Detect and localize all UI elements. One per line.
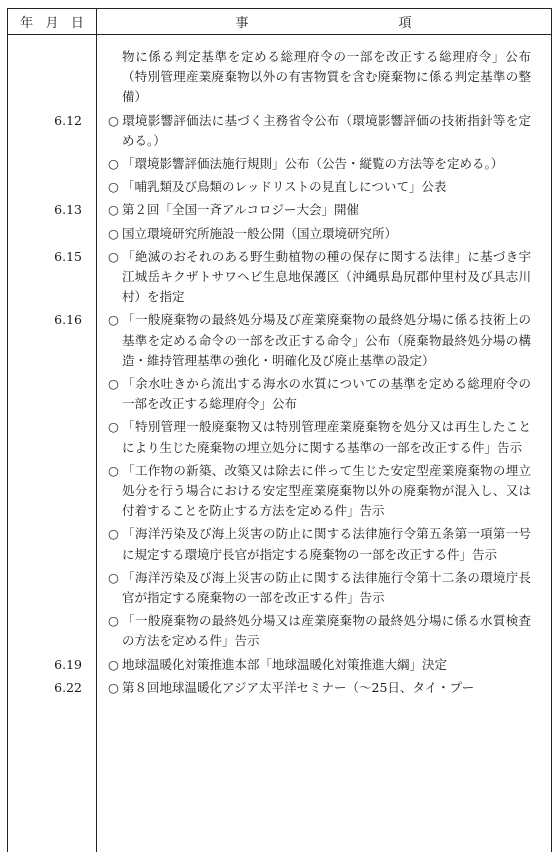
header-month: 月 [45, 16, 59, 31]
bullet-mark: ○ [108, 419, 119, 435]
event-text: 第２回「全国一斉アルコロジー大会」開催 [122, 202, 360, 218]
row-date: 6.15 [54, 248, 82, 264]
row-date: 6.13 [54, 202, 82, 218]
bullet-mark: ○ [108, 569, 119, 585]
event-header [96, 9, 551, 34]
table-header [8, 9, 551, 35]
bullet-mark: ○ [108, 526, 119, 542]
row-date: 6.12 [54, 112, 82, 128]
bullet-mark: ○ [108, 156, 119, 172]
header-year: 年 [20, 16, 34, 31]
bullet-mark: ○ [108, 112, 119, 128]
bullet-mark: ○ [108, 656, 119, 672]
bullet-mark: ○ [108, 613, 119, 629]
event-item [108, 655, 531, 675]
table-row [8, 310, 551, 654]
event-item [108, 524, 531, 564]
event-text: 「特別管理一般廃棄物又は特別管理産業廃棄物を処分又は再生したことにより生じた廃棄物の埋立処分に関する基準の一部を改正する件」告示 [122, 419, 531, 455]
event-item [108, 247, 531, 308]
event-text: 「一般廃棄物の最終処分場及び産業廃棄物の最終処分場に係る技術上の基準を定める命令の一部を改正する命令」公布（廃棄物最終処分場の構造・維持管理基準の強化・明確化及び廃止基準の設定） [122, 312, 531, 368]
header-day: 日 [70, 16, 84, 31]
row-date [8, 47, 96, 111]
table-row [8, 655, 551, 678]
event-item [108, 461, 531, 522]
header-event-b: 項 [398, 16, 412, 31]
table-row [8, 47, 551, 111]
event-item [108, 111, 531, 151]
event-item [108, 310, 531, 371]
event-text: 「絶滅のおそれのある野生動植物の種の保存に関する法律」に基づき宇江城岳キクザトサワヘビ生息地保護区（沖縄県島尻郡仲里村及び具志川村）を指定 [122, 248, 531, 305]
event-item [108, 200, 531, 220]
event-text: 物に係る判定基準を定める総理府令の一部を改正する総理府令」公布（特別管理産業廃棄物以外の有害物質を含む廃棄物に係る判定基準の整備） [122, 49, 531, 105]
event-item [108, 177, 531, 197]
chronology-table [7, 8, 552, 852]
table-row [8, 200, 551, 246]
event-item [108, 47, 531, 108]
event-text: 「工作物の新築、改築又は除去に伴って生じた安定型産業廃棄物の埋立処分を行う場合における安定型産業廃棄物以外の廃棄物が混入し、又は付着することを防止する方法を定める件」告示 [122, 462, 531, 519]
row-items [96, 247, 531, 311]
event-item [108, 154, 531, 174]
row-items [96, 310, 531, 654]
bullet-mark: ○ [108, 376, 119, 392]
bullet-mark: ○ [108, 462, 119, 478]
event-text: 「哺乳類及び鳥類のレッドリストの見直しについて」公表 [122, 179, 447, 195]
table-row [8, 247, 551, 311]
event-item [108, 568, 531, 608]
bullet-mark: ○ [108, 312, 119, 328]
event-text: 「環境影響評価法施行規則」公布（公告・縦覧の方法等を定める。） [122, 156, 504, 172]
event-text: 「海洋汚染及び海上災害の防止に関する法律施行令第十二条の環境庁長官が指定する廃棄物の一部を改正する件」告示 [122, 569, 531, 606]
bullet-mark: ○ [108, 225, 119, 241]
bullet-mark: ○ [108, 248, 119, 264]
table-row [8, 111, 551, 201]
event-item [108, 417, 531, 457]
date-header [8, 9, 96, 34]
event-text: 第８回地球温暖化アジア太平洋セミナー（～25日、タイ・プー [122, 679, 475, 695]
header-event-a: 事 [235, 16, 249, 31]
row-items [96, 47, 531, 111]
bullet-mark: ○ [108, 202, 119, 218]
event-text: 「一般廃棄物の最終処分場又は産業廃棄物の最終処分場に係る水質検査の方法を定める件」告示 [122, 613, 531, 649]
table-row [8, 678, 551, 701]
event-text: 環境影響評価法に基づく主務省令公布（環境影響評価の技術指針等を定める。） [122, 112, 531, 148]
row-date: 6.22 [54, 679, 82, 695]
bullet-mark: ○ [108, 679, 119, 695]
row-items [96, 200, 531, 246]
event-item [108, 611, 531, 651]
event-text: 「余水吐きから流出する海水の水質についての基準を定める総理府令の一部を改正する総理府令」公布 [122, 376, 531, 412]
event-text: 「海洋汚染及び海上災害の防止に関する法律施行令第五条第一項第一号に規定する環境庁長官が指定する廃棄物の一部を改正する件」告示 [122, 526, 531, 562]
event-text: 地球温暖化対策推進本部「地球温暖化対策推進大綱」決定 [122, 656, 448, 672]
event-item [108, 374, 531, 414]
row-items [96, 655, 531, 678]
bullet-mark: ○ [108, 179, 119, 195]
row-date: 6.16 [54, 312, 82, 328]
row-items [96, 111, 531, 201]
row-items [96, 678, 531, 701]
event-item [108, 678, 531, 698]
event-text: 国立環境研究所施設一般公開（国立環境研究所） [122, 225, 398, 241]
event-item [108, 224, 531, 244]
table-body [8, 47, 551, 701]
row-date: 6.19 [54, 656, 82, 672]
